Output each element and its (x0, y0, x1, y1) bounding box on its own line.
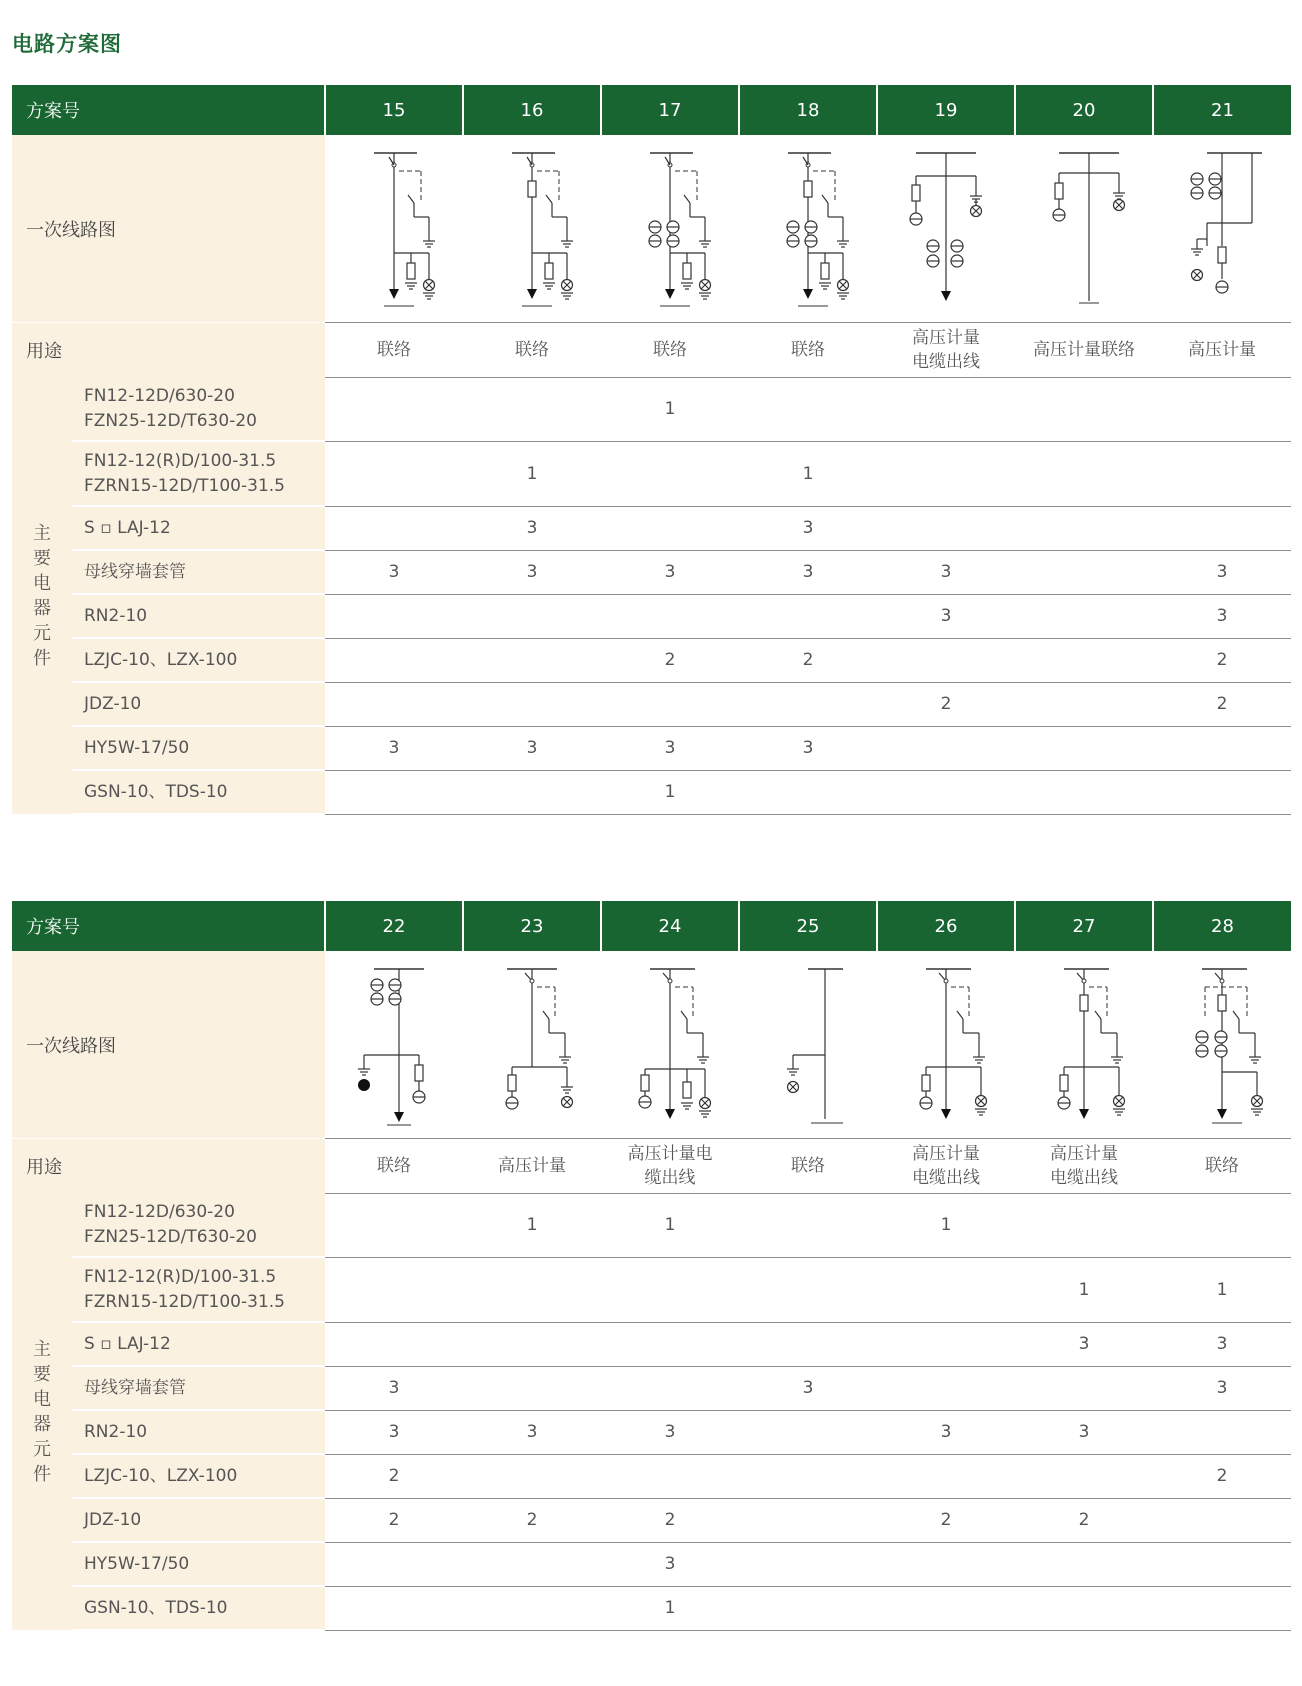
usage-text: 联络 (791, 339, 825, 360)
scheme-15-circuit-icon (339, 141, 449, 316)
component-quantity (601, 682, 739, 726)
component-quantity (463, 682, 601, 726)
component-quantity: 2 (877, 1498, 1015, 1542)
scheme-28-circuit-icon (1167, 957, 1277, 1132)
component-quantity: 3 (877, 594, 1015, 638)
component-quantity: 3 (739, 1366, 877, 1410)
component-quantity (1153, 1498, 1291, 1542)
component-row (12, 550, 1291, 594)
component-quantity (1015, 1366, 1153, 1410)
main-components-char: 要 (33, 547, 51, 569)
component-quantity: 2 (601, 638, 739, 682)
usage-text: 联络 (653, 339, 687, 360)
component-quantity: 1 (601, 377, 739, 441)
component-quantity (739, 1322, 877, 1366)
usage-row (12, 1139, 1291, 1194)
scheme-25-circuit-icon (753, 957, 863, 1132)
component-quantity: 3 (739, 550, 877, 594)
component-name: S ▫ LAJ-12 (72, 506, 325, 550)
usage-cell (739, 1139, 877, 1194)
component-quantity: 3 (601, 1542, 739, 1586)
usage-cell (325, 323, 463, 378)
component-quantity: 3 (1153, 1366, 1291, 1410)
circuit-diagram-cell (325, 951, 463, 1139)
circuit-diagram-cell (1153, 135, 1291, 323)
usage-cell (1153, 323, 1291, 378)
component-row (12, 1193, 1291, 1257)
component-quantity (463, 638, 601, 682)
usage-cell (1153, 1139, 1291, 1194)
component-quantity: 3 (601, 550, 739, 594)
component-quantity (325, 682, 463, 726)
usage-text: 联络 (1205, 1155, 1239, 1176)
component-quantity (739, 377, 877, 441)
component-name: FN12-12(R)D/100-31.5 FZRN15-12D/T100-31.5 (72, 1257, 325, 1322)
scheme-18-circuit-icon (753, 141, 863, 316)
usage-text: 高压计量 电缆出线 (912, 327, 980, 372)
component-quantity (1153, 441, 1291, 506)
component-quantity: 3 (1153, 594, 1291, 638)
component-quantity: 3 (1015, 1410, 1153, 1454)
scheme-27-circuit-icon (1029, 957, 1139, 1132)
component-quantity (325, 638, 463, 682)
scheme-number-label: 方案号 (12, 85, 325, 135)
usage-cell (601, 1139, 739, 1194)
component-quantity (325, 1586, 463, 1630)
component-row (12, 770, 1291, 814)
circuit-diagram-cell (1153, 951, 1291, 1139)
component-quantity (1015, 441, 1153, 506)
component-quantity (325, 506, 463, 550)
usage-text: 高压计量 (498, 1155, 566, 1176)
circuit-diagram-cell (325, 135, 463, 323)
main-components-char: 电 (33, 1388, 51, 1410)
component-quantity (601, 594, 739, 638)
component-name: 母线穿墙套管 (72, 1366, 325, 1410)
scheme-22-circuit-icon (339, 957, 449, 1132)
main-components-char: 主 (33, 1338, 51, 1360)
component-quantity: 3 (325, 1410, 463, 1454)
component-quantity (325, 1193, 463, 1257)
component-quantity (739, 682, 877, 726)
component-quantity (1015, 770, 1153, 814)
page-title: 电路方案图 (12, 32, 122, 56)
component-quantity (601, 1454, 739, 1498)
component-quantity: 1 (601, 1193, 739, 1257)
scheme-20-circuit-icon (1029, 141, 1139, 316)
main-components-char: 要 (33, 1363, 51, 1385)
component-quantity: 2 (325, 1454, 463, 1498)
component-quantity (739, 594, 877, 638)
component-row (12, 682, 1291, 726)
component-quantity (1015, 682, 1153, 726)
component-quantity: 2 (1153, 1454, 1291, 1498)
circuit-diagram-cell (877, 951, 1015, 1139)
component-quantity: 1 (739, 441, 877, 506)
circuit-diagram-cell (463, 135, 601, 323)
usage-text: 高压计量 电缆出线 (1050, 1143, 1118, 1188)
component-name: LZJC-10、LZX-100 (72, 1454, 325, 1498)
usage-text: 联络 (377, 339, 411, 360)
component-quantity (877, 638, 1015, 682)
component-quantity (877, 1322, 1015, 1366)
scheme-number: 20 (1015, 85, 1153, 135)
component-name: LZJC-10、LZX-100 (72, 638, 325, 682)
scheme-number: 15 (325, 85, 463, 135)
usage-text: 高压计量 电缆出线 (912, 1143, 980, 1188)
component-quantity (325, 594, 463, 638)
usage-label: 用途 (12, 323, 325, 378)
component-quantity (463, 1366, 601, 1410)
usage-cell (877, 323, 1015, 378)
component-quantity (1153, 726, 1291, 770)
usage-cell (601, 323, 739, 378)
component-quantity (325, 1322, 463, 1366)
component-quantity (463, 1542, 601, 1586)
component-quantity: 3 (463, 726, 601, 770)
circuit-diagram-cell (739, 135, 877, 323)
main-components-char: 主 (33, 522, 51, 544)
component-row (12, 1498, 1291, 1542)
component-name: JDZ-10 (72, 682, 325, 726)
scheme-number: 25 (739, 901, 877, 951)
component-quantity (463, 377, 601, 441)
component-quantity (739, 1410, 877, 1454)
component-row (12, 1586, 1291, 1630)
scheme-number-row (12, 85, 1291, 135)
component-quantity (463, 1257, 601, 1322)
component-quantity (463, 1322, 601, 1366)
component-quantity (1015, 594, 1153, 638)
circuit-diagram-cell (739, 951, 877, 1139)
component-quantity (1015, 1586, 1153, 1630)
component-quantity (463, 1586, 601, 1630)
usage-cell (739, 323, 877, 378)
component-quantity (1153, 506, 1291, 550)
component-quantity: 3 (463, 550, 601, 594)
component-quantity: 3 (601, 1410, 739, 1454)
circuit-diagram-cell (601, 135, 739, 323)
main-components-char: 电 (33, 572, 51, 594)
component-quantity: 1 (463, 1193, 601, 1257)
component-quantity (877, 1454, 1015, 1498)
usage-text: 联络 (515, 339, 549, 360)
component-quantity: 3 (1153, 550, 1291, 594)
component-quantity (463, 770, 601, 814)
component-quantity: 3 (463, 1410, 601, 1454)
circuit-diagram-cell (1015, 135, 1153, 323)
component-quantity (877, 1586, 1015, 1630)
main-components-char: 元 (33, 1438, 51, 1460)
circuit-diagram-row (12, 135, 1291, 323)
component-quantity (877, 1257, 1015, 1322)
component-quantity: 3 (1015, 1322, 1153, 1366)
component-quantity: 3 (325, 726, 463, 770)
usage-cell (877, 1139, 1015, 1194)
usage-cell (1015, 323, 1153, 378)
component-quantity (1015, 1193, 1153, 1257)
component-quantity: 3 (877, 550, 1015, 594)
scheme-number: 26 (877, 901, 1015, 951)
scheme-19-circuit-icon (891, 141, 1001, 316)
component-quantity (601, 441, 739, 506)
scheme-number: 17 (601, 85, 739, 135)
component-quantity: 3 (463, 506, 601, 550)
component-quantity (325, 770, 463, 814)
component-quantity: 2 (325, 1498, 463, 1542)
component-quantity (325, 377, 463, 441)
component-name: HY5W-17/50 (72, 726, 325, 770)
component-quantity: 1 (463, 441, 601, 506)
component-quantity (325, 1542, 463, 1586)
component-row (12, 1257, 1291, 1322)
component-name: FN12-12D/630-20 FZN25-12D/T630-20 (72, 377, 325, 441)
scheme-23-circuit-icon (477, 957, 587, 1132)
circuit-diagram-label: 一次线路图 (12, 951, 325, 1139)
component-quantity (1153, 377, 1291, 441)
component-row (12, 1322, 1291, 1366)
scheme-number: 19 (877, 85, 1015, 135)
circuit-diagram-cell (601, 951, 739, 1139)
component-quantity: 2 (739, 638, 877, 682)
scheme-number: 28 (1153, 901, 1291, 951)
component-name: S ▫ LAJ-12 (72, 1322, 325, 1366)
component-quantity: 2 (601, 1498, 739, 1542)
component-quantity (1153, 1193, 1291, 1257)
component-quantity (1015, 550, 1153, 594)
usage-row (12, 323, 1291, 378)
component-quantity (601, 506, 739, 550)
scheme-21-circuit-icon (1167, 141, 1277, 316)
component-name: GSN-10、TDS-10 (72, 770, 325, 814)
component-quantity: 1 (877, 1193, 1015, 1257)
circuit-diagram-cell (463, 951, 601, 1139)
component-quantity (1015, 377, 1153, 441)
component-row (12, 506, 1291, 550)
main-components-label (12, 377, 72, 814)
component-quantity (739, 1498, 877, 1542)
component-quantity (1153, 1586, 1291, 1630)
component-quantity (1153, 1410, 1291, 1454)
component-quantity (877, 726, 1015, 770)
usage-text: 高压计量联络 (1033, 339, 1135, 360)
main-components-char: 元 (33, 622, 51, 644)
component-quantity (739, 1542, 877, 1586)
component-quantity (1153, 770, 1291, 814)
component-quantity (739, 1586, 877, 1630)
component-quantity: 2 (463, 1498, 601, 1542)
main-components-char: 件 (33, 1463, 51, 1485)
component-quantity (1153, 1542, 1291, 1586)
component-quantity: 2 (1153, 682, 1291, 726)
component-quantity (325, 441, 463, 506)
circuit-diagram-cell (1015, 951, 1153, 1139)
usage-cell (463, 1139, 601, 1194)
component-quantity (739, 770, 877, 814)
component-name: JDZ-10 (72, 1498, 325, 1542)
scheme-number: 21 (1153, 85, 1291, 135)
component-quantity (1015, 506, 1153, 550)
component-row (12, 1542, 1291, 1586)
scheme-number: 23 (463, 901, 601, 951)
main-components-char: 件 (33, 647, 51, 669)
component-quantity (877, 441, 1015, 506)
component-quantity: 2 (1153, 638, 1291, 682)
component-quantity (325, 1257, 463, 1322)
component-row (12, 441, 1291, 506)
component-name: RN2-10 (72, 594, 325, 638)
component-row (12, 726, 1291, 770)
component-quantity: 2 (1015, 1498, 1153, 1542)
component-quantity: 2 (877, 682, 1015, 726)
component-quantity (601, 1257, 739, 1322)
component-name: FN12-12D/630-20 FZN25-12D/T630-20 (72, 1193, 325, 1257)
circuit-diagram-cell (877, 135, 1015, 323)
component-quantity (1015, 638, 1153, 682)
usage-text: 联络 (791, 1155, 825, 1176)
component-quantity (739, 1454, 877, 1498)
component-quantity (877, 1542, 1015, 1586)
scheme-number: 22 (325, 901, 463, 951)
component-quantity (463, 1454, 601, 1498)
component-quantity: 1 (1015, 1257, 1153, 1322)
component-name: 母线穿墙套管 (72, 550, 325, 594)
scheme-number: 18 (739, 85, 877, 135)
component-name: FN12-12(R)D/100-31.5 FZRN15-12D/T100-31.5 (72, 441, 325, 506)
scheme-number-label: 方案号 (12, 901, 325, 951)
component-quantity (739, 1257, 877, 1322)
usage-text: 联络 (377, 1155, 411, 1176)
component-quantity (877, 377, 1015, 441)
usage-cell (325, 1139, 463, 1194)
component-name: GSN-10、TDS-10 (72, 1586, 325, 1630)
component-row (12, 1410, 1291, 1454)
component-quantity (463, 594, 601, 638)
component-quantity: 3 (1153, 1322, 1291, 1366)
scheme-table-1 (12, 85, 1291, 815)
component-quantity: 3 (739, 506, 877, 550)
scheme-number: 24 (601, 901, 739, 951)
scheme-26-circuit-icon (891, 957, 1001, 1132)
component-quantity: 1 (1153, 1257, 1291, 1322)
component-quantity (601, 1366, 739, 1410)
scheme-16-circuit-icon (477, 141, 587, 316)
component-quantity (739, 1193, 877, 1257)
main-components-char: 器 (33, 1413, 51, 1435)
component-row (12, 1454, 1291, 1498)
scheme-table-2 (12, 901, 1291, 1631)
component-quantity: 3 (739, 726, 877, 770)
component-quantity: 3 (325, 550, 463, 594)
circuit-diagram-label: 一次线路图 (12, 135, 325, 323)
component-name: HY5W-17/50 (72, 1542, 325, 1586)
scheme-number-row (12, 901, 1291, 951)
component-quantity (877, 770, 1015, 814)
component-quantity (1015, 726, 1153, 770)
usage-cell (463, 323, 601, 378)
component-row (12, 377, 1291, 441)
usage-label: 用途 (12, 1139, 325, 1194)
component-row (12, 1366, 1291, 1410)
component-quantity (1015, 1542, 1153, 1586)
scheme-17-circuit-icon (615, 141, 725, 316)
main-components-char: 器 (33, 597, 51, 619)
component-quantity (877, 1366, 1015, 1410)
component-quantity: 3 (877, 1410, 1015, 1454)
component-quantity: 1 (601, 770, 739, 814)
usage-cell (1015, 1139, 1153, 1194)
scheme-number: 16 (463, 85, 601, 135)
component-row (12, 594, 1291, 638)
component-quantity: 3 (325, 1366, 463, 1410)
scheme-number: 27 (1015, 901, 1153, 951)
component-quantity: 1 (601, 1586, 739, 1630)
component-row (12, 638, 1291, 682)
circuit-diagram-row (12, 951, 1291, 1139)
main-components-label (12, 1193, 72, 1630)
component-quantity (601, 1322, 739, 1366)
component-quantity (877, 506, 1015, 550)
component-quantity (1015, 1454, 1153, 1498)
component-name: RN2-10 (72, 1410, 325, 1454)
usage-text: 高压计量 (1188, 339, 1256, 360)
usage-text: 高压计量电 缆出线 (627, 1143, 713, 1188)
scheme-24-circuit-icon (615, 957, 725, 1132)
component-quantity: 3 (601, 726, 739, 770)
